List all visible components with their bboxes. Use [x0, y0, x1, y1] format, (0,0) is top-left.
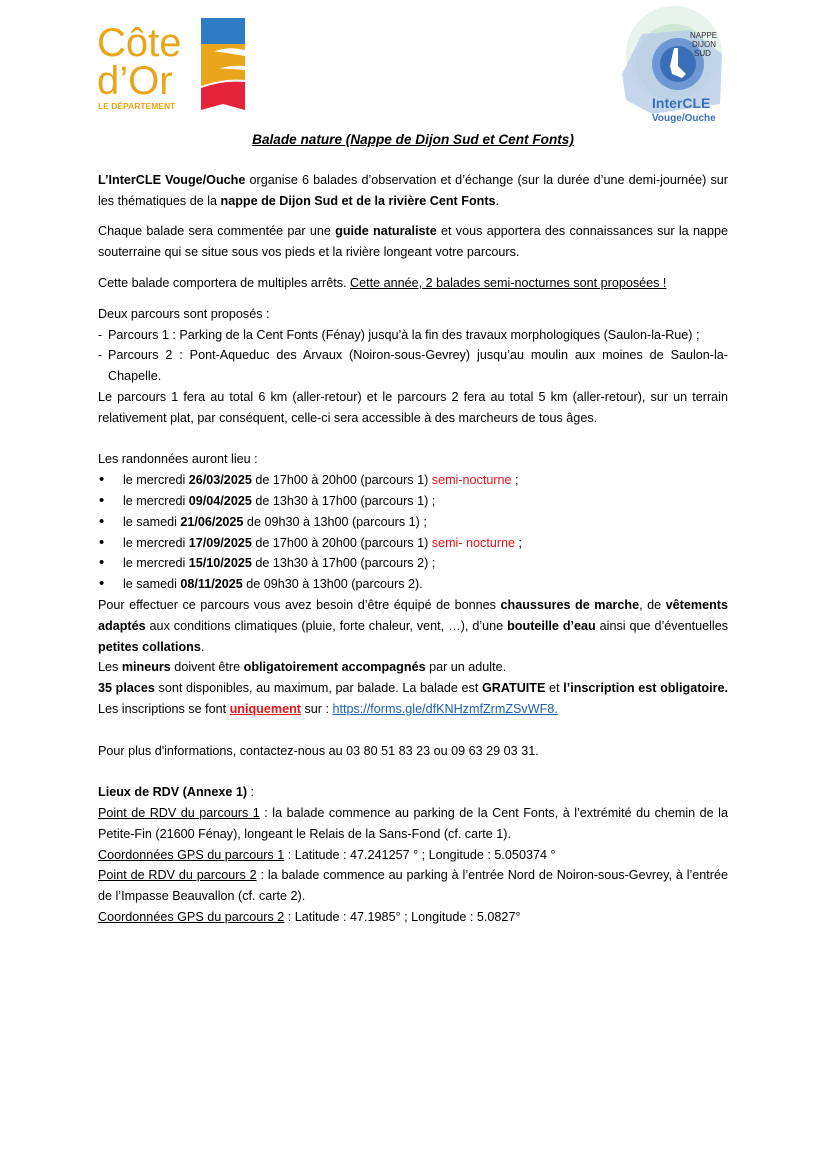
gps-parcours-1: Coordonnées GPS du parcours 1 : Latitude : 47.241257 ° ; Longitude : 5.050374 ° [98, 847, 556, 862]
rdv-point-2: Point de RDV du parcours 2 : la balade commence au parking à l’entrée Nord de Noiron-sous-Gevrey, à l’entrée de l’Impasse Beauvallon (cf. carte 2). [98, 868, 728, 904]
route-item: - Parcours 2 : Pont-Aqueduc des Arvaux (Noiron-sous-Gevrey) jusqu’au moulin aux moines de Saulon-la-Chapelle. [98, 345, 728, 387]
org-name: L’InterCLE Vouge/Ouche [98, 172, 246, 187]
gps-parcours-2: Coordonnées GPS du parcours 2 : Latitude : 47.1985° ; Longitude : 5.0827° [98, 909, 521, 924]
rdv-point-1: Point de RDV du parcours 1 : la balade commence au parking de la Cent Fonts, à l’extrémité du chemin de la Petite-Fin (21600 Fénay), longeant le Relais de la Sans-Fond (cf. carte 1). [98, 805, 728, 841]
svg-text:Côte: Côte [97, 21, 182, 65]
semi-nocturne-tag: semi- nocturne [431, 535, 516, 550]
date-item: • le mercredi 17/09/2025 de 17h00 à 20h00 (parcours 1) semi- nocturne ; [98, 533, 728, 554]
contact-paragraph: Pour plus d'informations, contactez-nous au 03 80 51 83 23 ou 09 63 29 03 31. [98, 743, 539, 758]
svg-text:DIJON: DIJON [692, 40, 716, 49]
semi-nocturne-tag: semi-nocturne [431, 473, 512, 488]
date-item: • le samedi 08/11/2025 de 09h30 à 13h00 (parcours 2). [98, 574, 728, 595]
date-item: • le samedi 21/06/2025 de 09h30 à 13h00 (parcours 1) ; [98, 512, 728, 533]
date-item: • le mercredi 15/10/2025 de 13h30 à 17h00 (parcours 2) ; [98, 553, 728, 574]
document-body [98, 130, 728, 928]
stops-paragraph: Cette balade comportera de multiples arrêts. Cette année, 2 balades semi-nocturnes sont proposées ! [98, 275, 667, 290]
dates-list [98, 470, 728, 595]
uniquement-emphasis: uniquement [229, 701, 301, 716]
cote-dor-logo [97, 16, 247, 112]
places-paragraph: 35 places sont disponibles, au maximum, par balade. La balade est GRATUITE et l’inscription est obligatoire. Les inscriptions se font uniquement sur : https://forms.gle/dfKNHzmfZrmZSvWF8. [98, 681, 728, 716]
intercle-nappe-icon [612, 4, 732, 126]
guide-paragraph: Chaque balade sera commentée par une guide naturaliste et vous apportera des connaissances sur la nappe souterraine qui se situe sous vos pieds et la rivière longeant votre parcours. [98, 224, 728, 260]
document-title: Balade nature (Nappe de Dijon Sud et Cent Fonts) [252, 132, 574, 147]
svg-text:SUD: SUD [694, 49, 711, 58]
equipment-paragraph: Pour effectuer ce parcours vous avez besoin d’être équipé de bonnes chaussures de marche, de vêtements adaptés aux conditions climatiques (pluie, forte chaleur, vent, …), d’une bouteille d’eau ainsi que d’éventuelles petites collations. [98, 597, 729, 654]
routes-heading: Deux parcours sont proposés : [98, 306, 270, 321]
minors-paragraph: Les mineurs doivent être obligatoirement accompagnés par un adulte. [98, 660, 507, 675]
dates-heading: Les randonnées auront lieu : [98, 452, 258, 467]
svg-text:NAPPE: NAPPE [690, 31, 718, 40]
rdv-heading: Lieux de RDV (Annexe 1) : [98, 785, 255, 800]
cote-dor-emblem-icon [97, 16, 247, 112]
route-item: - Parcours 1 : Parking de la Cent Fonts (Fénay) jusqu’à la fin des travaux morphologiques (Saulon-la-Rue) ; [98, 325, 728, 346]
date-item: • le mercredi 09/04/2025 de 13h30 à 17h00 (parcours 1) ; [98, 491, 728, 512]
svg-text:d’Or: d’Or [97, 59, 173, 103]
svg-text:Vouge/Ouche: Vouge/Ouche [652, 113, 716, 124]
registration-link[interactable]: https://forms.gle/dfKNHzmfZrmZSvWF8 [332, 701, 555, 716]
date-item: • le mercredi 26/03/2025 de 17h00 à 20h00 (parcours 1) semi-nocturne ; [98, 470, 728, 491]
intercle-logo [612, 4, 732, 126]
svg-text:LE DÉPARTEMENT: LE DÉPARTEMENT [98, 101, 176, 111]
distance-paragraph: Le parcours 1 fera au total 6 km (aller-retour) et le parcours 2 fera au total 5 km (aller-retour), sur un terrain relativement plat, par conséquent, celle-ci sera accessible à des marcheurs de tous âges. [98, 389, 728, 425]
svg-text:InterCLE: InterCLE [652, 95, 711, 111]
routes-list [98, 325, 728, 387]
intro-paragraph: L’InterCLE Vouge/Ouche organise 6 balades d’observation et d’échange (sur la durée d’une demi-journée) sur les thématiques de la nappe de Dijon Sud et de la rivière Cent Fonts. [98, 172, 728, 208]
semi-nocturne-announcement: Cette année, 2 balades semi-nocturnes sont proposées ! [350, 275, 667, 290]
